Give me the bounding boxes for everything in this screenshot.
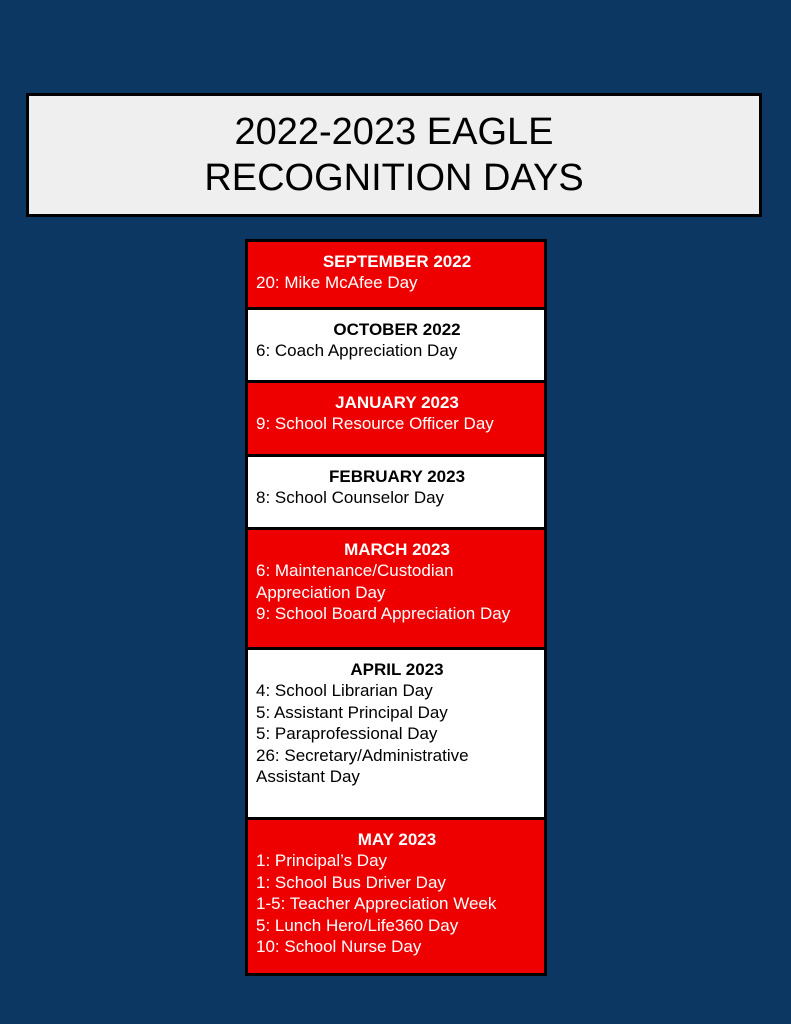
month-section-january xyxy=(248,383,544,457)
month-title: SEPTEMBER 2022 xyxy=(322,252,472,271)
month-section-april xyxy=(248,650,544,820)
event-item: 1-5: Teacher Appreciation Week xyxy=(256,894,497,913)
month-title: MAY 2023 xyxy=(357,830,437,849)
month-section-may xyxy=(248,820,544,973)
title-banner xyxy=(26,93,762,217)
event-item: 5: Lunch Hero/Life360 Day xyxy=(256,915,459,935)
event-item: 6: Maintenance/Custodian Appreciation Day xyxy=(256,561,454,602)
event-item: 1: Principal’s Day xyxy=(256,851,388,870)
event-item: 8: School Counselor Day xyxy=(256,488,445,507)
month-title: APRIL 2023 xyxy=(350,660,444,679)
month-section-february xyxy=(248,457,544,530)
page-title-line-2: RECOGNITION DAYS xyxy=(204,157,584,199)
event-item: 4: School Librarian Day xyxy=(256,681,433,700)
month-section-march xyxy=(248,530,544,650)
event-item: 5: Assistant Principal Day xyxy=(256,702,448,722)
event-item: 5: Paraprofessional Day xyxy=(256,724,438,743)
event-item: 1: School Bus Driver Day xyxy=(256,872,446,892)
event-item: 9: School Resource Officer Day xyxy=(256,414,494,433)
month-title: FEBRUARY 2023 xyxy=(328,467,466,486)
month-title: MARCH 2023 xyxy=(344,540,450,559)
event-item: 10: School Nurse Day xyxy=(256,937,422,956)
event-item: 26: Secretary/Administrative Assistant Day xyxy=(256,745,469,786)
month-section-september xyxy=(248,242,544,310)
event-item: 6: Coach Appreciation Day xyxy=(256,341,458,360)
recognition-calendar xyxy=(245,239,547,976)
month-title: JANUARY 2023 xyxy=(335,393,459,412)
event-item: 20: Mike McAfee Day xyxy=(256,273,418,292)
event-item: 9: School Board Appreciation Day xyxy=(256,604,511,623)
month-title: OCTOBER 2022 xyxy=(333,320,461,339)
month-section-october xyxy=(248,310,544,383)
page-title-line-1: 2022-2023 EAGLE xyxy=(234,111,554,153)
